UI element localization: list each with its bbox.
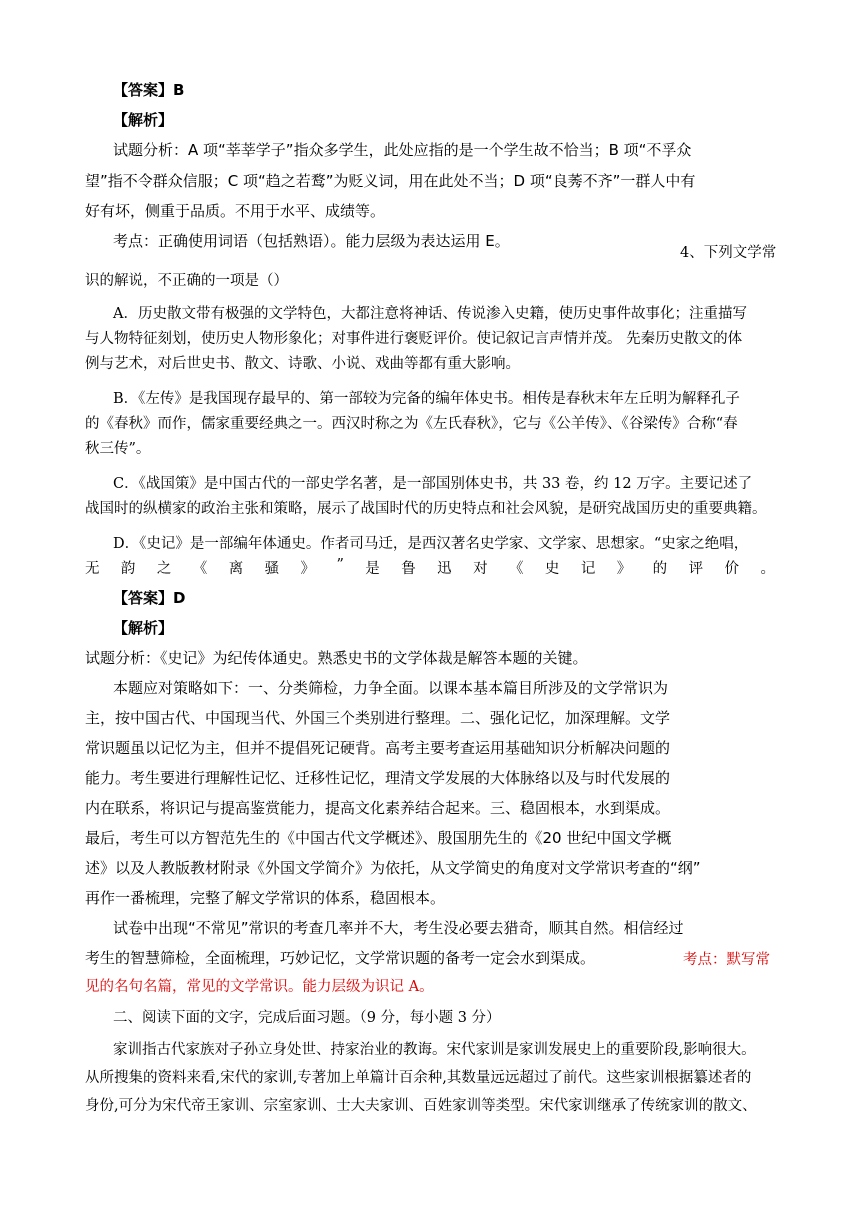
question-stem-part1: 4、下列文学常: [680, 245, 777, 261]
answer-label: 【答案】B: [113, 81, 185, 99]
analysis-line: 内在联系，将识记与提高鉴赏能力，提高文化素养结合起来。三、稳固根本，水到渠成。: [85, 799, 671, 817]
char: 史: [544, 561, 560, 577]
analysis-line: 主，按中国古代、中国现当代、外国三个类别进行整理。二、强化记忆，加深理解。文学: [85, 709, 671, 727]
analysis-line: 能力。考生要进行理解性记忆、迁移性记忆，理清文学发展的大体脉络以及与时代发展的: [85, 769, 671, 787]
analysis-line: 再作一番梳理，完整了解文学常识的体系，稳固根本。: [85, 889, 446, 907]
char: 评: [688, 561, 704, 577]
section-heading: 二、阅读下面的文字，完成后面习题。（9 分，每小题 3 分）: [113, 1010, 501, 1026]
paragraph-line: 身份,可分为宋代帝王家训、宗室家训、士大夫家训、百姓家训等类型。宋代家训继承了传统家训的散文、: [85, 1098, 757, 1114]
option-b-line: B．《左传》是我国现存最早的、第一部较为完备的编年体史书。相传是春秋末年左丘明为解释孔子: [113, 391, 740, 407]
analysis-label: 【解析】: [113, 111, 174, 129]
char: 韵: [120, 561, 136, 577]
char: 价: [724, 561, 740, 577]
kaodian-line: 考点：正确使用词语（包括熟语）。能力层级为表达运用 E。: [113, 232, 510, 250]
char: 《: [508, 561, 524, 577]
analysis-line: 最后，考生可以方智范先生的《中国古代文学概述》、殷国朋先生的《20 世纪中国文学概: [85, 829, 672, 847]
analysis-line: 试题分析：《史记》为纪传体通史。熟悉史书的文学体裁是解答本题的关键。: [85, 649, 588, 667]
paragraph-line: 家训指古代家族对子孙立身处世、持家治业的教诲。宋代家训是家训发展史上的重要阶段,影响很大。: [113, 1042, 756, 1058]
question-stem-part2: 识的解说，不正确的一项是（）: [85, 273, 288, 289]
analysis-line: 试卷中出现“不常见”常识的考查几率并不大，考生没必要去猎奇，顺其自然。相信经过: [113, 919, 684, 937]
char: 离: [228, 561, 244, 577]
analysis-line: 望”指不令群众信服；C 项“趋之若鹜”为贬义词，用在此处不当；D 项“良莠不齐”一群人中有: [85, 172, 696, 190]
char: 骚: [264, 561, 280, 577]
answer-label: 【答案】D: [113, 589, 186, 607]
char: 的: [652, 561, 668, 577]
char: ”: [336, 557, 344, 573]
option-b-line: 的《春秋》而作，儒家重要经典之一。西汉时称之为《左氏春秋》，它与《公羊传》、《谷梁传》合称“春: [85, 416, 738, 432]
option-a-line: 例与艺术，对后世史书、散文、诗歌、小说、戏曲等都有重大影响。: [85, 356, 520, 372]
analysis-label: 【解析】: [113, 619, 174, 637]
analysis-line: 本题应对策略如下：一、分类筛检，力争全面。以课本基本篇目所涉及的文学常识为: [113, 679, 669, 697]
analysis-line: 考生的智慧筛检，全面梳理，巧妙记忆，文学常识题的备考一定会水到渠成。: [85, 949, 596, 967]
analysis-line: 好有坏，侧重于品质。不用于水平、成绩等。: [85, 202, 386, 220]
option-a-line: 与人物特征刻划，使历史人物形象化；对事件进行褒贬评价。使记叙记言声情并茂。 先秦历史散文的体: [85, 331, 743, 347]
option-a-line: A．历史散文带有极强的文学特色，大都注意将神话、传说渗入史籍，使历史事件故事化；注重描写: [113, 306, 747, 322]
char: 》: [616, 561, 632, 577]
char: 》: [300, 561, 316, 577]
option-b-line: 秋三传”。: [85, 441, 151, 457]
char: 是: [365, 561, 380, 577]
char: 记: [580, 561, 596, 577]
analysis-line: 常识题虽以记忆为主，但并不提倡死记硬背。高考主要考查运用基础知识分析解决问题的: [85, 739, 671, 757]
char: 无: [85, 561, 100, 577]
char: 鲁: [401, 561, 416, 577]
char: 之: [156, 561, 172, 577]
analysis-line: 试题分析：A 项“莘莘学子”指众多学生，此处应指的是一个学生故不恰当；B 项“不孚众: [113, 141, 692, 159]
paragraph-line: 从所搜集的资料来看,宋代的家训,专著加上单篇计百余种,其数量远远超过了前代。这些家训根据纂述者的: [85, 1070, 752, 1086]
option-d-line: D．《史记》是一部编年体通史。作者司马迁，是西汉著名史学家、文学家、思想家。“史家之绝唱，: [113, 536, 749, 552]
char: 迅: [437, 561, 452, 577]
option-d-line-justified: [85, 557, 775, 578]
option-c-line: C．《战国策》是中国古代的一部史学名著，是一部国别体史书，共 33 卷，约 12 万字。主要记述了: [113, 476, 753, 492]
kaodian-part2: 见的名句名篇，常见的文学常识。能力层级为识记 A。: [85, 979, 434, 995]
char: 。: [760, 561, 775, 577]
char: 《: [192, 561, 208, 577]
char: 对: [473, 561, 488, 577]
option-c-line: 战国时的纵横家的政治主张和策略，展示了战国时代的历史特点和社会风貌，是研究战国历史的重要典籍。: [85, 501, 767, 517]
analysis-line: 述》以及人教版教材附录《外国文学简介》为依托，从文学简史的角度对文学常识考查的“纲”: [85, 859, 701, 877]
kaodian-part1: 考点：默写常: [683, 952, 770, 968]
